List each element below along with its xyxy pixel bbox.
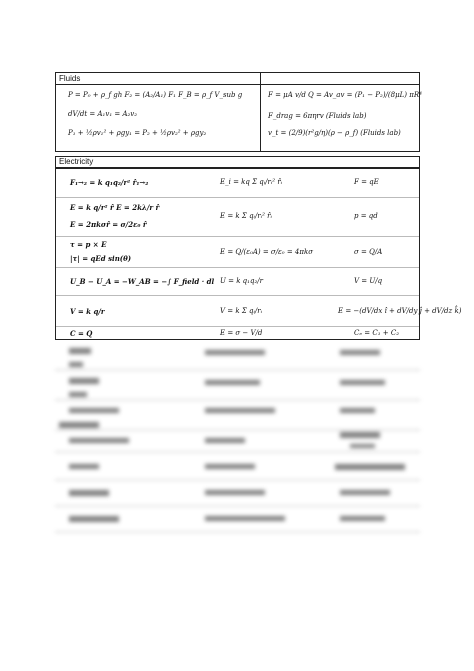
equation: E_i = kq Σ qᵢ/rᵢ² r̂ᵢ — [220, 178, 283, 186]
blurred-formulas-graphic — [55, 340, 420, 545]
fluids-body — [55, 85, 420, 152]
table-row — [56, 236, 419, 267]
fluids-title: Fluids — [59, 74, 81, 83]
fluids-equation: dV/dt = A₁v₁ = A₂v₂ — [68, 110, 138, 118]
table-row — [56, 168, 419, 197]
blurred-content — [55, 340, 420, 545]
equation: τ = p × E — [70, 240, 107, 249]
table-row — [56, 326, 419, 339]
fluids-equation: P₁ + ½ρv₁² + ρgy₁ = P₂ + ½ρv₂² + ρgy₂ — [68, 129, 207, 137]
table-row — [56, 267, 419, 295]
equation: V = k q/r — [70, 307, 105, 316]
equation: E = 2πkσr̂ = σ/2ε₀ r̂ — [70, 220, 147, 229]
equation: U_B − U_A = −W_AB = −∫ F_field · dl — [70, 277, 215, 286]
equation: Cₑ = C₁ + C₂ — [354, 329, 400, 337]
column-divider — [260, 85, 261, 151]
fluids-equation: F = μA v/d Q = Av_av = (P₁ − P₂)/(8μL) πR⁴ — [268, 91, 422, 99]
equation: E = σ − V/d — [220, 329, 263, 337]
equation: E = k Σ qᵢ/rᵢ² r̂ᵢ — [220, 212, 272, 220]
equation: F₁→₂ = k q₁q₂/r² r̂₁→₂ — [70, 178, 149, 187]
equation: E = Q/(ε₀A) = σ/ε₀ = 4πkσ — [220, 248, 314, 256]
electricity-title: Electricity — [59, 157, 94, 166]
equation: E = k q/r² r̂ E = 2kλ/r r̂ — [70, 203, 160, 212]
equation: σ = Q/A — [354, 248, 383, 256]
equation: V = U/q — [354, 277, 383, 285]
table-row — [56, 197, 419, 236]
equation: C = Q — [70, 329, 93, 338]
electricity-table — [55, 167, 462, 340]
equation: E = −(dV/dx î + dV/dy ĵ + dV/dz k̂) — [338, 307, 462, 315]
fluids-equation: P = P₀ + ρ_f gh F₂ = (A₂/A₁) F₁ F_B = ρ_f V_sub g — [68, 91, 243, 99]
fluids-header — [55, 72, 420, 85]
electricity-header — [55, 156, 420, 167]
equation: V = k Σ qᵢ/rᵢ — [220, 307, 263, 315]
equation: U = k q₁q₂/r — [220, 277, 263, 285]
equation: |τ| = qEd sin(θ) — [70, 254, 132, 263]
table-row — [56, 295, 462, 326]
column-divider — [260, 73, 261, 84]
formula-sheet — [55, 72, 462, 340]
equation: p = qd — [354, 212, 378, 220]
equation: F = qE — [354, 178, 379, 186]
fluids-equation: F_drag = 6πηrv (Fluids lab) — [268, 112, 367, 120]
fluids-equation: v_t = (2/9)(r²g/η)(ρ − ρ_f) (Fluids lab) — [268, 129, 401, 137]
